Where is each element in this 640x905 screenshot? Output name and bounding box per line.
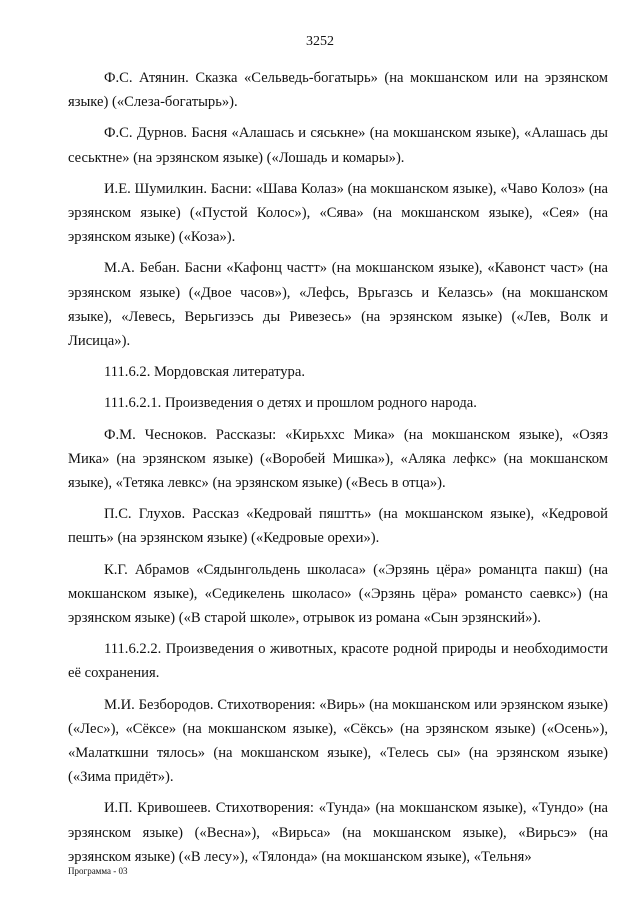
paragraph-bezborodov: М.И. Безбородов. Стихотворения: «Вирь» (на мокшанском или эрзянском языке) («Лес»), «Сёксе» (на мокшанском языке), «Сёксь» (на эрзянском языке) («Осень»), «Малаткшни тялось» (на мокшанском языке), «Телесь сы» (на эрзянском языке) («Зима придёт»).	[68, 696, 608, 786]
paragraph-durnov: Ф.С. Дурнов. Басня «Алашась и сяськне» (на мокшанском языке), «Алашась ды сеськтне» (на эрзянском языке) («Лошадь и комары»).	[68, 125, 608, 166]
paragraph-glukhov: П.С. Глухов. Рассказ «Кедровай пяштть» (на мокшанском языке), «Кедровой пешть» (на эрзянском языке) («Кедровые орехи»).	[68, 506, 608, 547]
section-heading-mordovian-literature: 111.6.2. Мордовская литература.	[104, 364, 305, 381]
section-heading-children-works: 111.6.2.1. Произведения о детях и прошлом родного народа.	[104, 395, 477, 412]
page-number: 3252	[306, 34, 334, 49]
paragraph-chesnokov: Ф.М. Чесноков. Рассказы: «Кирьххс Мика» (на мокшанском языке), «Озяз Мика» (на эрзянском языке) («Воробей Мишка»), «Аляка лефкс» (на мокшанском языке), «Тетяка левкс» (на эрзянском языке) («Весь в отца»).	[68, 426, 608, 492]
paragraph-beban: М.А. Бебан. Басни «Кафонц частт» (на мокшанском языке), «Кавонст част» (на эрзянском языке) («Двое часов»), «Лефсь, Врьгазсь и Келазсь» (на мокшанском языке), «Левесь, Верьгизэсь ды Ривезесь» (на эрзянском языке) («Лев, Волк и Лисица»).	[68, 260, 608, 350]
paragraph-shumilkin: И.Е. Шумилкин. Басни: «Шава Колаз» (на мокшанском языке), «Чаво Колоз» (на эрзянском языке) («Пустой Колос»), «Сява» (на мокшанском языке), «Сея» (на эрзянском языке) («Коза»).	[68, 180, 608, 246]
paragraph-atyanin: Ф.С. Атянин. Сказка «Сельведь-богатырь» (на мокшанском или на эрзянском языке) («Слеза-богатырь»).	[68, 70, 608, 111]
document-body	[68, 66, 608, 876]
section-heading-animals-nature: 111.6.2.2. Произведения о животных, красоте родной природы и необходимости её сохранения.	[68, 641, 608, 682]
paragraph-abramov: К.Г. Абрамов «Сядынгольдень школаса» («Эрзянь цёра» романцта пакш) (на мокшанском языке), «Седикелень школасо» («Эрзянь цёра» романсто саевкс») (на эрзянском языке) («В старой школе», отрывок из романа «Сын эрзянский»).	[68, 561, 608, 627]
paragraph-krivosheev: И.П. Кривошеев. Стихотворения: «Тунда» (на мокшанском языке), «Тундо» (на эрзянском языке) («Весна»), «Вирьса» (на мокшанском языке), «Вирьсэ» (на эрзянском языке) («В лесу»), «Тялонда» (на мокшанском языке), «Тельня»	[68, 800, 608, 865]
footer-program-label: Программа - 03	[68, 866, 128, 876]
